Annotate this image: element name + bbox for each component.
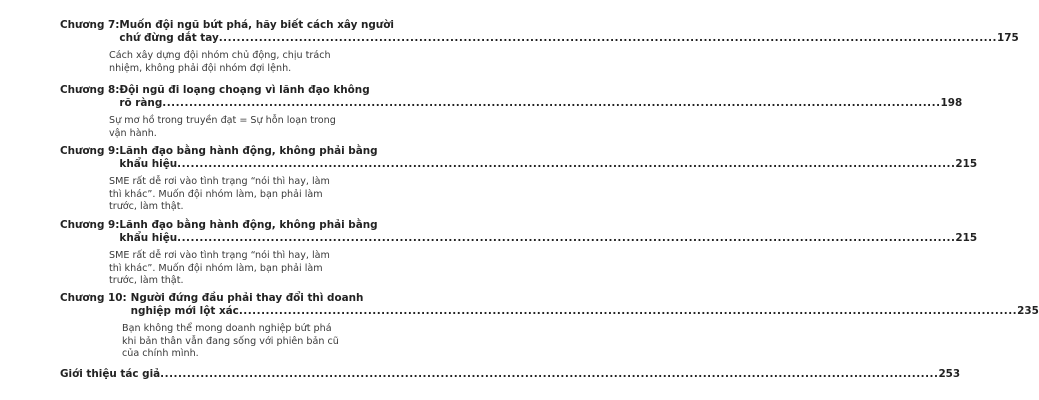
toc-entry-chapter-8 <box>60 84 963 140</box>
page-number: 215 <box>955 232 978 244</box>
dot-leader <box>177 232 955 245</box>
chapter-description: Sự mơ hồ trong truyền đạt = Sự hỗn loạn trong vận hành. <box>109 115 336 139</box>
chapter-title-line2: chứ đừng dắt tay <box>119 32 219 44</box>
chapter-description: Cách xây dựng đội nhóm chủ động, chịu trách nhiệm, không phải đội nhóm đợi lệnh. <box>109 50 331 74</box>
chapter-description: SME rất dễ rơi vào tình trạng “nói thì hay, làm thì khác”. Muốn đội nhóm làm, bạn phải làm trước, làm thật. <box>109 250 330 286</box>
chapter-title-line1: Muốn đội ngũ bứt phá, hãy biết cách xây người <box>119 19 394 31</box>
section-title: Giới thiệu tác giả <box>60 368 161 380</box>
chapter-title-line2: rõ ràng <box>119 97 163 109</box>
dot-leader <box>177 158 955 171</box>
chapter-number: Chương 8: <box>60 84 120 96</box>
page-number: 235 <box>1017 305 1039 317</box>
dot-leader <box>160 368 938 381</box>
chapter-title-line1: Lãnh đạo bằng hành động, không phải bằng <box>119 145 378 157</box>
chapter-title-line2: khẩu hiệu <box>119 158 178 170</box>
dot-leader <box>239 305 1017 318</box>
chapter-title-line2: nghiệp mới lột xác <box>130 305 239 317</box>
chapter-number: Chương 7: <box>60 19 120 31</box>
toc-entry-chapter-9 <box>60 145 978 214</box>
chapter-title-line1: Người đứng đầu phải thay đổi thì doanh <box>130 292 364 304</box>
toc-entry-author-intro <box>60 368 961 381</box>
dot-leader <box>219 32 997 45</box>
toc-entry-chapter-7 <box>60 19 1019 75</box>
toc-entry-chapter-9-repeat <box>60 219 978 288</box>
chapter-title-line2: khẩu hiệu <box>119 232 178 244</box>
chapter-description: Bạn không thể mong doanh nghiệp bứt phá khi bản thân vẫn đang sống với phiên bản cũ của chính mình. <box>122 323 339 359</box>
page-number: 175 <box>997 32 1019 44</box>
page-number: 198 <box>940 97 963 109</box>
chapter-number: Chương 10: <box>60 292 127 304</box>
chapter-number: Chương 9: <box>60 219 120 231</box>
chapter-description: SME rất dễ rơi vào tình trạng “nói thì hay, làm thì khác”. Muốn đội nhóm làm, bạn phải làm trước, làm thật. <box>109 176 330 212</box>
dot-leader <box>162 97 940 110</box>
toc-entry-chapter-10 <box>60 292 1039 361</box>
chapter-title-line1: Lãnh đạo bằng hành động, không phải bằng <box>119 219 378 231</box>
chapter-title-line1: Đội ngũ đi loạng choạng vì lãnh đạo không <box>119 84 370 96</box>
page-number: 253 <box>938 368 961 380</box>
page-number: 215 <box>955 158 978 170</box>
chapter-number: Chương 9: <box>60 145 120 157</box>
